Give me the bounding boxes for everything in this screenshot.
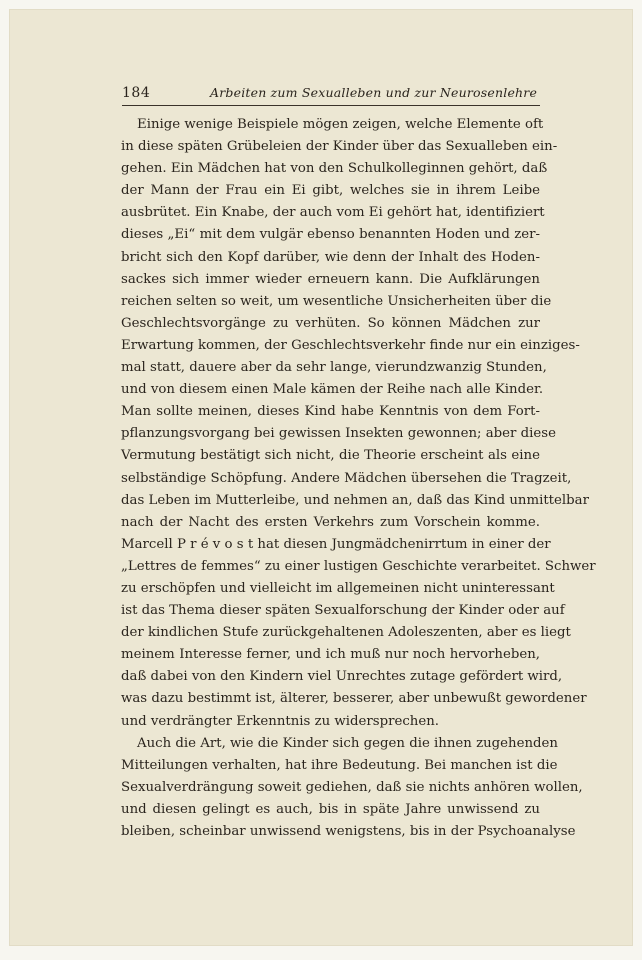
header-rule bbox=[122, 105, 540, 106]
text-line: das Leben im Mutterleibe, und nehmen an, daß das Kind unmittelbar bbox=[121, 492, 589, 508]
text-line: Man sollte meinen, dieses Kind habe Kenntnis von dem Fort- bbox=[121, 404, 540, 420]
page-number: 184 bbox=[122, 85, 151, 101]
text-line: gehen. Ein Mädchen hat von den Schulkolleginnen gehört, daß bbox=[121, 161, 548, 177]
text-line: reichen selten so weit, um wesentliche Unsicherheiten über die bbox=[121, 293, 552, 309]
text-line: Sexualverdrängung soweit gediehen, daß sie nichts anhören wollen, bbox=[121, 779, 583, 795]
text-line: pflanzungsvorgang bei gewissen Insekten gewonnen; aber diese bbox=[121, 426, 556, 442]
text-line: bleiben, scheinbar unwissend wenigstens, bis in der Psychoanalyse bbox=[121, 824, 576, 839]
running-title: Arbeiten zum Sexualleben und zur Neurosenlehre bbox=[210, 85, 538, 100]
text-line: Vermutung bestätigt sich nicht, die Theorie erscheint als eine bbox=[121, 448, 540, 464]
running-header bbox=[122, 83, 538, 105]
book-page bbox=[10, 10, 632, 945]
text-line: zu erschöpfen und vielleicht im allgemeinen nicht uninteressant bbox=[121, 580, 555, 596]
text-line: mal statt, dauere aber da sehr lange, vierundzwanzig Stunden, bbox=[121, 360, 547, 376]
text-line: was dazu bestimmt ist, älterer, besserer, aber unbewußt gewordener bbox=[121, 691, 587, 707]
text-line: der Mann der Frau ein Ei gibt, welches sie in ihrem Leibe bbox=[121, 183, 540, 199]
text-line: Marcell P r é v o s t hat diesen Jungmädchenirrtum in einer der bbox=[121, 536, 551, 552]
text-line: Einige wenige Beispiele mögen zeigen, welche Elemente oft bbox=[137, 117, 544, 132]
text-line: Mitteilungen verhalten, hat ihre Bedeutung. Bei manchen ist die bbox=[121, 757, 558, 773]
body-text bbox=[121, 114, 596, 843]
text-line: meinem Interesse ferner, und ich muß nur noch hervorheben, bbox=[121, 647, 540, 663]
text-line: Erwartung kommen, der Geschlechtsverkehr finde nur ein einziges- bbox=[121, 337, 580, 353]
text-line: „Lettres de femmes“ zu einer lustigen Geschichte verarbeitet. Schwer bbox=[121, 558, 596, 574]
text-line: sackes sich immer wieder erneuern kann. Die Aufklärungen bbox=[121, 271, 540, 287]
text-line: ausbrütet. Ein Knabe, der auch vom Ei gehört hat, identifiziert bbox=[121, 205, 545, 221]
text-line: ist das Thema dieser späten Sexualforschung der Kinder oder auf bbox=[121, 603, 565, 619]
text-line: Geschlechtsvorgänge zu verhüten. So können Mädchen zur bbox=[121, 315, 540, 331]
text-line: selbständige Schöpfung. Andere Mädchen übersehen die Tragzeit, bbox=[121, 470, 572, 486]
text-line: nach der Nacht des ersten Verkehrs zum Vorschein komme. bbox=[121, 514, 540, 530]
text-line: daß dabei von den Kindern viel Unrechtes zutage gefördert wird, bbox=[121, 669, 563, 685]
text-line: und von diesem einen Male kämen der Reihe nach alle Kinder. bbox=[121, 382, 544, 398]
text-line: Auch die Art, wie die Kinder sich gegen die ihnen zugehenden bbox=[137, 735, 558, 751]
text-line: in diese späten Grübeleien der Kinder über das Sexualleben ein- bbox=[121, 139, 558, 155]
text-line: dieses „Ei“ mit dem vulgär ebenso benannten Hoden und zer- bbox=[121, 227, 540, 243]
text-line: und verdrängter Erkenntnis zu widersprechen. bbox=[121, 713, 439, 729]
text-line: und diesen gelingt es auch, bis in späte Jahre unwissend zu bbox=[121, 801, 540, 817]
text-line: bricht sich den Kopf darüber, wie denn der Inhalt des Hoden- bbox=[121, 249, 540, 265]
text-line: der kindlichen Stufe zurückgehaltenen Adoleszenten, aber es liegt bbox=[121, 625, 571, 641]
